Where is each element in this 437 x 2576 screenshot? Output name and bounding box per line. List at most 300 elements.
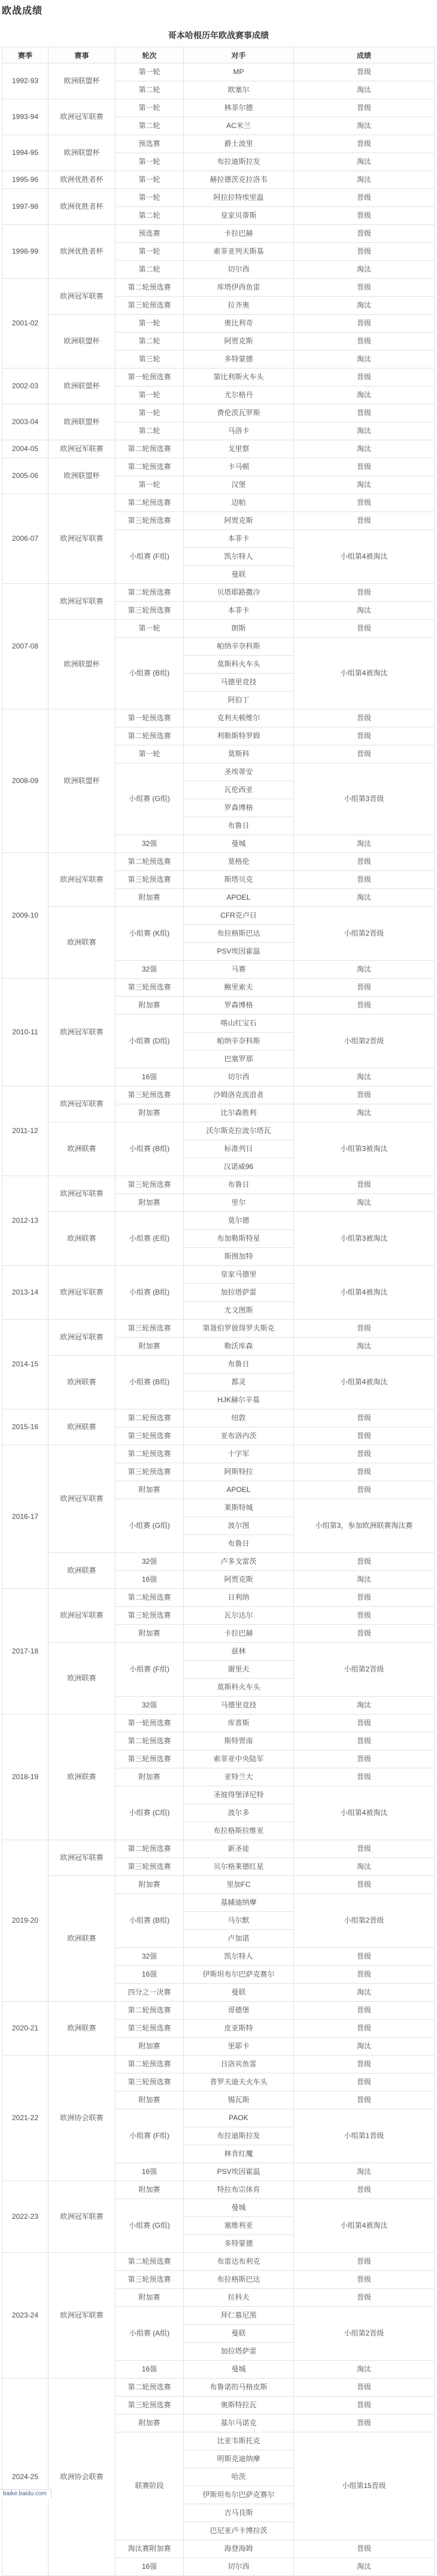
round-cell: 第一轮 [116, 189, 184, 207]
competition-cell: 欧洲联盟杯 [48, 620, 116, 710]
opponent-cell: 阿斯特拉 [184, 1463, 294, 1481]
round-cell: 小组赛 (E组) [116, 1212, 184, 1266]
competition-cell: 欧洲冠军联赛 [48, 2253, 116, 2379]
opponent-cell: 汉堡 [184, 476, 294, 494]
competition-cell: 欧洲联赛 [48, 2002, 116, 2056]
opponent-cell: PSV埃因霍温 [184, 2163, 294, 2181]
opponent-cell: 加拉塔萨雷 [184, 1284, 294, 1302]
opponent-cell: 布鲁日 [184, 817, 294, 835]
round-cell: 第二轮预选赛 [116, 440, 184, 458]
result-cell: 淘汰 [294, 1858, 435, 1876]
round-cell: 32强 [116, 1697, 184, 1715]
result-cell: 小组第3晋级 [294, 763, 435, 835]
competition-cell: 欧洲联赛 [48, 1643, 116, 1715]
result-cell: 淘汰 [294, 1338, 435, 1356]
opponent-cell: 切尔西 [184, 1068, 294, 1086]
round-cell: 16强 [116, 1571, 184, 1589]
result-cell: 小组第2晋级 [294, 1015, 435, 1068]
table-row [2, 315, 435, 333]
result-cell: 小组第3被淘汰 [294, 1212, 435, 1266]
competition-cell: 欧洲冠军联赛 [48, 494, 116, 584]
season-cell: 2011-12 [2, 1086, 48, 1176]
link-preview: baike.baidu.com [0, 2489, 51, 2498]
table-row [2, 1176, 435, 1194]
opponent-cell: 吉马良斯 [184, 2504, 294, 2522]
opponent-cell: 克利夫顿维尔 [184, 710, 294, 727]
season-cell: 1995-96 [2, 171, 48, 189]
opponent-cell: 戈里察 [184, 440, 294, 458]
opponent-cell: 曼城 [184, 2199, 294, 2217]
round-cell: 第二轮预选赛 [116, 279, 184, 297]
opponent-cell: 曼联 [184, 566, 294, 584]
round-cell: 第二轮预选赛 [116, 458, 184, 476]
result-cell: 淘汰 [294, 351, 435, 369]
round-cell: 第一轮 [116, 476, 184, 494]
opponent-cell: 亚布洛内茨 [184, 1427, 294, 1445]
opponent-cell: 朗斯 [184, 620, 294, 638]
round-cell: 小组赛 (D组) [116, 1015, 184, 1068]
header-row [2, 47, 435, 63]
round-cell: 附加赛 [116, 1338, 184, 1356]
table-row [2, 494, 435, 512]
opponent-cell: 曼城 [184, 835, 294, 853]
competition-cell: 欧洲冠军联赛 [48, 1589, 116, 1643]
competition-cell: 欧洲联赛 [48, 1122, 116, 1176]
opponent-cell: 十字军 [184, 1445, 294, 1463]
result-cell: 淘汰 [294, 1104, 435, 1122]
result-cell: 淘汰 [294, 2558, 435, 2576]
competition-cell: 欧洲冠军联赛 [48, 1445, 116, 1553]
opponent-cell: 布雷达布利克 [184, 2253, 294, 2271]
round-cell: 小组赛 (B组) [116, 1356, 184, 1409]
result-cell: 晋级 [294, 63, 435, 81]
opponent-cell: 阿伯丁 [184, 692, 294, 710]
round-cell: 附加赛 [116, 2181, 184, 2199]
season-cell: 2020-21 [2, 2002, 48, 2056]
opponent-cell: 本菲卡 [184, 602, 294, 620]
result-cell: 淘汰 [294, 261, 435, 279]
competition-cell: 欧洲冠军联赛 [48, 1176, 116, 1212]
result-cell: 晋级 [294, 1732, 435, 1750]
round-cell: 小组赛 (A组) [116, 2307, 184, 2361]
round-cell: 32强 [116, 1553, 184, 1571]
opponent-cell: 谢里夫 [184, 1661, 294, 1679]
opponent-cell: 皮亚斯特 [184, 2020, 294, 2038]
season-cell: 2024-25 [2, 2379, 48, 2576]
opponent-cell: 布加勒斯特星 [184, 1230, 294, 1248]
round-cell: 附加赛 [116, 1481, 184, 1499]
round-cell: 第三轮预选赛 [116, 1427, 184, 1445]
result-cell: 晋级 [294, 1948, 435, 1966]
result-cell: 晋级 [294, 189, 435, 207]
result-cell: 小组第4被淘汰 [294, 1356, 435, 1409]
opponent-cell: 特拉布宗体育 [184, 2181, 294, 2199]
season-cell: 2016-17 [2, 1445, 48, 1589]
table-row [2, 189, 435, 207]
round-cell: 16强 [116, 2361, 184, 2379]
competition-cell: 欧洲联赛 [48, 1409, 116, 1445]
opponent-cell: 莫斯科火车头 [184, 1679, 294, 1697]
result-cell: 小组第2晋级 [294, 1894, 435, 1948]
result-cell: 晋级 [294, 2073, 435, 2091]
season-cell: 2006-07 [2, 494, 48, 584]
opponent-cell: 都灵 [184, 1374, 294, 1391]
round-cell: 第三轮预选赛 [116, 2020, 184, 2038]
result-cell: 淘汰 [294, 1984, 435, 2002]
round-cell: 小组赛 (K组) [116, 907, 184, 961]
opponent-cell: 基辅迪纳摩 [184, 1894, 294, 1912]
result-cell: 淘汰 [294, 81, 435, 99]
result-cell: 晋级 [294, 1176, 435, 1194]
result-cell: 小组第2晋级 [294, 907, 435, 961]
opponent-cell: 阿拉拉特埃里温 [184, 189, 294, 207]
competition-cell: 欧洲联赛 [48, 907, 116, 979]
result-cell: 晋级 [294, 2020, 435, 2038]
season-cell: 2005-06 [2, 458, 48, 494]
round-cell: 第三轮预选赛 [116, 602, 184, 620]
opponent-cell: 普罗夫迪夫火车头 [184, 2073, 294, 2091]
season-cell: 2018-19 [2, 1715, 48, 1840]
round-cell: 小组赛 (F组) [116, 2109, 184, 2163]
round-cell: 附加赛 [116, 1876, 184, 1894]
table-row [2, 710, 435, 727]
result-cell: 晋级 [294, 207, 435, 225]
result-cell: 晋级 [294, 333, 435, 351]
opponent-cell: 曼城 [184, 2361, 294, 2379]
opponent-cell: 尤文图斯 [184, 1302, 294, 1320]
result-cell: 小组第3，参加欧洲联赛淘汰赛 [294, 1499, 435, 1553]
round-cell: 第三轮预选赛 [116, 297, 184, 315]
opponent-cell: 阿贾克斯 [184, 1571, 294, 1589]
opponent-cell: 里尔 [184, 1194, 294, 1212]
round-cell: 第二轮预选赛 [116, 1589, 184, 1607]
opponent-cell: 波尔图 [184, 1517, 294, 1535]
opponent-cell: 汉诺威96 [184, 1158, 294, 1176]
competition-cell: 欧洲优胜者杯 [48, 225, 116, 279]
opponent-cell: 沙姆洛克流浪者 [184, 1086, 294, 1104]
table-row [2, 620, 435, 638]
opponent-cell: 拜仁慕尼黑 [184, 2307, 294, 2325]
opponent-cell: 林肯红魔 [184, 2145, 294, 2163]
round-cell: 第二轮预选赛 [116, 2002, 184, 2020]
opponent-cell: 马赛 [184, 961, 294, 979]
season-cell: 2013-14 [2, 1266, 48, 1320]
round-cell: 16强 [116, 2558, 184, 2576]
round-cell: 小组赛 (C组) [116, 1786, 184, 1840]
table-row [2, 1589, 435, 1607]
round-cell: 第二轮 [116, 261, 184, 279]
result-cell: 晋级 [294, 1463, 435, 1481]
opponent-cell: 索菲亚列夫斯基 [184, 243, 294, 261]
result-cell: 淘汰 [294, 835, 435, 853]
round-cell: 附加赛 [116, 2289, 184, 2307]
table-row [2, 1086, 435, 1104]
round-cell: 第三轮预选赛 [116, 1607, 184, 1625]
result-cell: 淘汰 [294, 602, 435, 620]
opponent-cell: 本菲卡 [184, 530, 294, 548]
table-row [2, 2181, 435, 2199]
table-row [2, 2379, 435, 2397]
round-cell: 第一轮 [116, 171, 184, 189]
opponent-cell: 圣彼得堡泽尼特 [184, 1786, 294, 1804]
opponent-cell: 斯图加特 [184, 1248, 294, 1266]
opponent-cell: 比亚韦斯托克 [184, 2432, 294, 2450]
opponent-cell: 阿贾克斯 [184, 512, 294, 530]
opponent-cell: 亚特兰大 [184, 1768, 294, 1786]
round-cell: 第一轮预选赛 [116, 369, 184, 386]
opponent-cell: 锡瓦斯 [184, 2091, 294, 2109]
result-cell: 淘汰 [294, 386, 435, 404]
opponent-cell: 皇家马德里 [184, 1266, 294, 1284]
opponent-cell: 赫拉德茨克拉洛韦 [184, 171, 294, 189]
opponent-cell: 沃尔斯克拉波尔塔瓦 [184, 1122, 294, 1140]
season-cell: 1992-93 [2, 63, 48, 99]
result-cell: 晋级 [294, 2181, 435, 2199]
opponent-cell: 里耶卡 [184, 2038, 294, 2056]
col-header-competition: 赛事 [48, 47, 116, 63]
round-cell: 第三轮预选赛 [116, 512, 184, 530]
opponent-cell: APOEL [184, 1481, 294, 1499]
competition-cell: 欧洲联盟杯 [48, 404, 116, 440]
opponent-cell: 马尔默 [184, 1912, 294, 1930]
result-cell: 淘汰 [294, 961, 435, 979]
result-cell: 晋级 [294, 1607, 435, 1625]
round-cell: 附加赛 [116, 2091, 184, 2109]
result-cell: 晋级 [294, 243, 435, 261]
opponent-cell: 勒沃库森 [184, 1338, 294, 1356]
result-cell: 晋级 [294, 1481, 435, 1499]
season-cell: 2019-20 [2, 1840, 48, 2002]
competition-cell: 欧洲冠军联赛 [48, 584, 116, 620]
round-cell: 第一轮 [116, 63, 184, 81]
round-cell: 小组赛 (B组) [116, 638, 184, 710]
season-cell: 2010-11 [2, 979, 48, 1086]
table-row [2, 979, 435, 997]
round-cell: 第二轮预选赛 [116, 1732, 184, 1750]
opponent-cell: 林菲尔德 [184, 99, 294, 117]
opponent-cell: 新圣徒 [184, 1840, 294, 1858]
season-cell: 1993-94 [2, 99, 48, 135]
competition-cell: 欧洲优胜者杯 [48, 189, 116, 225]
round-cell: 第三轮预选赛 [116, 1750, 184, 1768]
result-cell: 淘汰 [294, 1194, 435, 1212]
round-cell: 淘汰赛附加赛 [116, 2540, 184, 2558]
opponent-cell: 瓦尔达尔 [184, 1607, 294, 1625]
round-cell: 第一轮 [116, 386, 184, 404]
table-row [2, 458, 435, 476]
result-cell: 晋级 [294, 2379, 435, 2397]
result-cell: 淘汰 [294, 117, 435, 135]
opponent-cell: 卡拉巴赫 [184, 1625, 294, 1643]
round-cell: 附加赛 [116, 2038, 184, 2056]
opponent-cell: 罗森博格 [184, 997, 294, 1015]
result-cell: 晋级 [294, 2002, 435, 2020]
result-cell: 小组第4被淘汰 [294, 530, 435, 584]
round-cell: 小组赛 (F组) [116, 1643, 184, 1697]
round-cell: 小组赛 (G组) [116, 1499, 184, 1553]
result-cell: 晋级 [294, 225, 435, 243]
round-cell: 第二轮预选赛 [116, 584, 184, 602]
table-row [2, 1445, 435, 1463]
round-cell: 第三轮预选赛 [116, 2073, 184, 2091]
table-row [2, 404, 435, 422]
opponent-cell: 利勒斯特罗姆 [184, 727, 294, 745]
opponent-cell: 卡拉巴赫 [184, 225, 294, 243]
round-cell: 第二轮 [116, 207, 184, 225]
opponent-cell: APOEL [184, 889, 294, 907]
round-cell: 第三轮预选赛 [116, 871, 184, 889]
result-cell: 小组第4被淘汰 [294, 638, 435, 710]
result-cell: 小组第3被淘汰 [294, 1122, 435, 1176]
round-cell: 第一轮 [116, 243, 184, 261]
result-cell: 晋级 [294, 369, 435, 386]
opponent-cell: 哈茨 [184, 2468, 294, 2486]
table-row [2, 584, 435, 602]
table-row [2, 907, 435, 925]
opponent-cell: 斯塔贝克 [184, 871, 294, 889]
result-cell: 淘汰 [294, 889, 435, 907]
result-cell: 晋级 [294, 1086, 435, 1104]
result-cell: 淘汰 [294, 1068, 435, 1086]
season-cell: 2001-02 [2, 279, 48, 369]
round-cell: 第二轮预选赛 [116, 1445, 184, 1463]
result-cell: 晋级 [294, 2271, 435, 2289]
round-cell: 四分之一决赛 [116, 1984, 184, 2002]
competition-cell: 欧洲联赛 [48, 1212, 116, 1266]
result-cell: 晋级 [294, 1625, 435, 1643]
opponent-cell: 莫尔德 [184, 1212, 294, 1230]
result-cell: 淘汰 [294, 422, 435, 440]
opponent-cell: 卢多戈雷茨 [184, 1553, 294, 1571]
result-cell: 晋级 [294, 1715, 435, 1732]
result-cell: 晋级 [294, 279, 435, 297]
round-cell: 小组赛 (G组) [116, 2199, 184, 2253]
competition-cell: 欧洲联赛 [48, 1553, 116, 1589]
result-cell: 晋级 [294, 853, 435, 871]
section-heading: 欧战成绩 [2, 6, 43, 16]
result-cell: 淘汰 [294, 1571, 435, 1589]
opponent-cell: 贝尔格莱德红星 [184, 1858, 294, 1876]
result-cell: 小组第1晋级 [294, 2109, 435, 2163]
opponent-cell: 喀山红宝石 [184, 1015, 294, 1033]
result-cell: 晋级 [294, 2289, 435, 2307]
table-row [2, 1715, 435, 1732]
opponent-cell: 瓦伦西亚 [184, 781, 294, 799]
round-cell: 第三轮预选赛 [116, 1858, 184, 1876]
round-cell: 16强 [116, 1966, 184, 1984]
opponent-cell: 布拉迪斯拉发 [184, 153, 294, 171]
opponent-cell: 切尔西 [184, 2558, 294, 2576]
round-cell: 附加赛 [116, 1625, 184, 1643]
competition-cell: 欧洲冠军联赛 [48, 1086, 116, 1122]
result-cell: 淘汰 [294, 2163, 435, 2181]
competition-cell: 欧洲联赛 [48, 1876, 116, 2002]
round-cell: 第二轮预选赛 [116, 853, 184, 871]
result-cell: 晋级 [294, 1750, 435, 1768]
opponent-cell: 曼联 [184, 2325, 294, 2343]
opponent-cell: 第比利斯火车头 [184, 369, 294, 386]
col-header-round: 轮次 [116, 47, 184, 63]
table-row [2, 1356, 435, 1374]
opponent-cell: 多特蒙德 [184, 351, 294, 369]
result-cell: 淘汰 [294, 171, 435, 189]
opponent-cell: HJK赫尔辛基 [184, 1391, 294, 1409]
opponent-cell: 帕纳辛奈科斯 [184, 1033, 294, 1051]
opponent-cell: 明斯克迪纳摩 [184, 2450, 294, 2468]
round-cell: 第一轮 [116, 99, 184, 117]
opponent-cell: 莫斯科 [184, 745, 294, 763]
table-row [2, 1876, 435, 1894]
opponent-cell: 库塔伊西鱼雷 [184, 279, 294, 297]
competition-cell: 欧洲冠军联赛 [48, 1266, 116, 1320]
round-cell: 第二轮预选赛 [116, 2056, 184, 2073]
competition-cell: 欧洲协会联赛 [48, 2379, 116, 2576]
round-cell: 第一轮 [116, 153, 184, 171]
opponent-cell: 欧塞尔 [184, 81, 294, 99]
round-cell: 32强 [116, 961, 184, 979]
round-cell: 第三轮预选赛 [116, 1463, 184, 1481]
opponent-cell: 莫斯科火车头 [184, 656, 294, 674]
opponent-cell: 凯尔特人 [184, 548, 294, 566]
round-cell: 第二轮预选赛 [116, 1409, 184, 1427]
result-cell: 小组第4被淘汰 [294, 1786, 435, 1840]
season-cell: 2012-13 [2, 1176, 48, 1266]
result-cell: 晋级 [294, 1876, 435, 1894]
opponent-cell: 费伦茨瓦罗斯 [184, 404, 294, 422]
opponent-cell: MP [184, 63, 294, 81]
opponent-cell: 贝塔耶路撒冷 [184, 584, 294, 602]
round-cell: 第二轮预选赛 [116, 1840, 184, 1858]
round-cell: 第一轮 [116, 315, 184, 333]
round-cell: 32强 [116, 1948, 184, 1966]
table-row [2, 1122, 435, 1140]
result-cell: 晋级 [294, 2414, 435, 2432]
table-row [2, 2002, 435, 2020]
table-caption: 哥本哈根历年欧战赛事成绩 [168, 31, 269, 40]
opponent-cell: 马德里竞技 [184, 674, 294, 692]
competition-cell: 欧洲联盟杯 [48, 710, 116, 853]
opponent-cell: 尤尔格丹 [184, 386, 294, 404]
round-cell: 第二轮预选赛 [116, 494, 184, 512]
round-cell: 小组赛 (B组) [116, 1266, 184, 1320]
result-cell: 淘汰 [294, 297, 435, 315]
result-cell: 淘汰 [294, 2361, 435, 2379]
round-cell: 附加赛 [116, 889, 184, 907]
result-cell: 小组第15晋级 [294, 2432, 435, 2540]
season-cell: 2007-08 [2, 584, 48, 710]
result-cell: 晋级 [294, 727, 435, 745]
round-cell: 第三轮预选赛 [116, 979, 184, 997]
table-row [2, 279, 435, 297]
opponent-cell: 帕纳辛奈科斯 [184, 638, 294, 656]
result-cell: 晋级 [294, 1589, 435, 1607]
opponent-cell: CFR克卢日 [184, 907, 294, 925]
round-cell: 第三轮预选赛 [116, 1086, 184, 1104]
round-cell: 预选赛 [116, 135, 184, 153]
opponent-cell: 布鲁日 [184, 1356, 294, 1374]
result-cell: 晋级 [294, 2397, 435, 2414]
opponent-cell: 标准列日 [184, 1140, 294, 1158]
opponent-cell: 库普斯 [184, 1715, 294, 1732]
result-cell: 晋级 [294, 135, 435, 153]
opponent-cell: PSV埃因霍温 [184, 943, 294, 961]
round-cell: 附加赛 [116, 997, 184, 1015]
round-cell: 小组赛 (G组) [116, 763, 184, 835]
competition-cell: 欧洲联赛 [48, 1356, 116, 1409]
opponent-cell: 比尔森胜利 [184, 1104, 294, 1122]
result-cell: 淘汰 [294, 2038, 435, 2056]
competition-cell: 欧洲联盟杯 [48, 135, 116, 171]
